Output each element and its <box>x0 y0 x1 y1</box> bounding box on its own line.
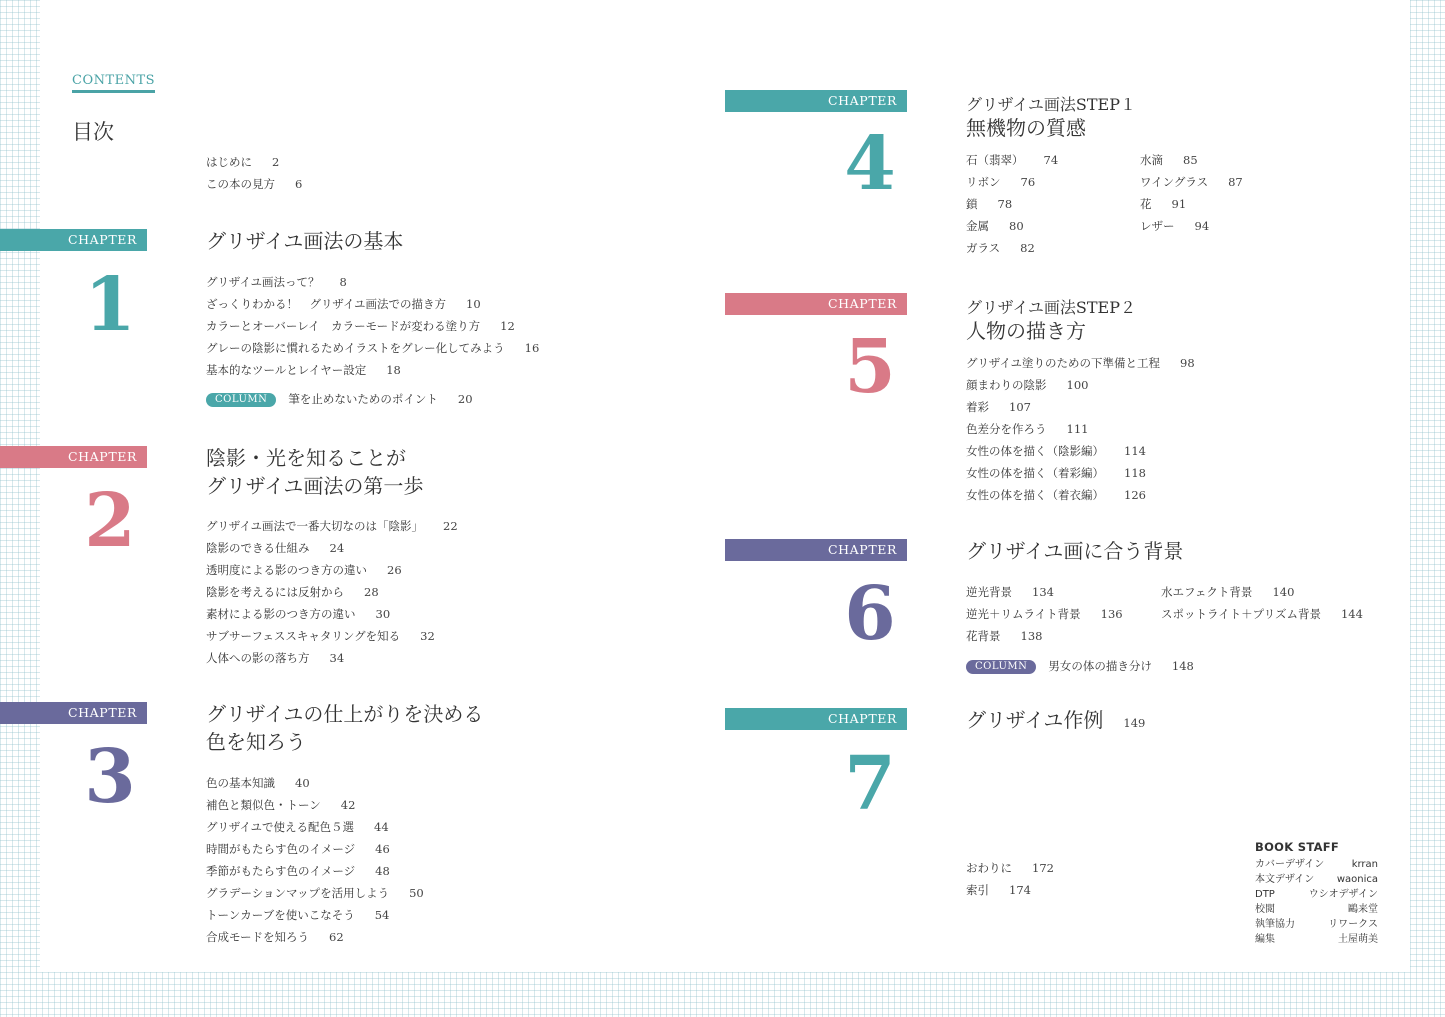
item-page: 26 <box>387 563 402 577</box>
item-page: 136 <box>1100 607 1123 621</box>
item-label: 人体への影の落ち方 <box>206 651 310 665</box>
list-item[interactable] <box>966 193 1058 215</box>
toc-title: 目次 <box>72 120 114 144</box>
list-item[interactable] <box>1140 171 1243 193</box>
chapter-2-title[interactable] <box>206 444 423 500</box>
title-line: グリザイユの仕上がりを決める <box>206 702 484 726</box>
staff-row: 校閲 鷗来堂 <box>1255 904 1378 915</box>
item-page: 30 <box>375 607 391 621</box>
chapter-1-column <box>206 388 473 410</box>
item-label: 花背景 <box>966 629 1001 643</box>
list-item[interactable] <box>206 515 458 537</box>
item-label: 時間がもたらす色のイメージ <box>206 842 356 856</box>
list-item[interactable] <box>966 396 1195 418</box>
item-page: 98 <box>1180 356 1195 370</box>
item-label: 索引 <box>966 883 989 897</box>
list-item[interactable] <box>206 838 424 860</box>
item-page: 74 <box>1043 153 1059 167</box>
item-label: グリザイユ塗りのための下準備と工程 <box>966 356 1161 370</box>
chapter-7-title[interactable] <box>966 706 1145 737</box>
item-page: 111 <box>1066 422 1089 436</box>
item-label: ガラス <box>966 241 1001 255</box>
item-label: ざっくりわかる！ グリザイユ画法での描き方 <box>206 297 447 311</box>
item-page: 134 <box>1032 585 1054 599</box>
item-page: 149 <box>1123 716 1146 730</box>
list-item[interactable] <box>1140 215 1243 237</box>
staff-row: 執筆協力 リワークス <box>1255 919 1378 930</box>
item-label: グレーの陰影に慣れるためイラストをグレー化してみよう <box>206 341 505 355</box>
list-item[interactable] <box>206 337 539 359</box>
list-item[interactable] <box>966 857 1054 879</box>
item-page: 18 <box>386 363 401 377</box>
list-item[interactable] <box>966 171 1058 193</box>
item-page: 62 <box>329 930 344 944</box>
item-label: 陰影のできる仕組み <box>206 541 310 555</box>
list-item[interactable] <box>206 772 424 794</box>
chapter-6-title[interactable]: グリザイユ画に合う背景 <box>966 539 1184 563</box>
chapter-1-title[interactable]: グリザイユ画法の基本 <box>206 229 404 253</box>
item-label: 季節がもたらす色のイメージ <box>206 864 356 878</box>
list-item[interactable] <box>1140 149 1243 171</box>
item-label: この本の見方 <box>206 177 275 191</box>
list-item[interactable] <box>1140 193 1243 215</box>
item-label: ワイングラス <box>1140 175 1209 189</box>
chapter-7-banner: CHAPTER <box>725 708 907 730</box>
item-label: グラデーションマップを活用しよう <box>206 886 390 900</box>
outro-list <box>966 857 1054 901</box>
item-page: 34 <box>329 651 345 665</box>
item-label: 筆を止めないためのポイント <box>288 392 438 406</box>
chapter-1-list <box>206 271 539 381</box>
item-page: 107 <box>1009 400 1031 414</box>
item-label: 鎖 <box>966 197 978 211</box>
item-label: 石（翡翠） <box>966 153 1024 167</box>
chapter-7-number: 7 <box>844 741 896 827</box>
list-item[interactable] <box>966 879 1054 901</box>
item-page: 50 <box>409 886 424 900</box>
list-item[interactable] <box>966 581 1123 603</box>
item-label: 陰影を考えるには反射から <box>206 585 344 599</box>
item-page: 138 <box>1020 629 1043 643</box>
item-page: 10 <box>466 297 481 311</box>
chapter-6-banner: CHAPTER <box>725 539 907 561</box>
chapter-5-list <box>966 352 1195 506</box>
list-item[interactable] <box>206 860 424 882</box>
item-page: 114 <box>1124 444 1146 458</box>
item-label: 色差分を作ろう <box>966 422 1047 436</box>
list-item[interactable] <box>206 794 424 816</box>
item-label: はじめに <box>206 155 252 169</box>
item-page: 48 <box>375 864 390 878</box>
chapter-3-title[interactable] <box>206 700 483 756</box>
chapter-2-banner: CHAPTER <box>0 446 147 468</box>
item-label: グリザイユ画法で一番大切なのは「陰影」 <box>206 519 424 533</box>
chapter-2-number: 2 <box>84 478 136 564</box>
chapter-4-subtitle: グリザイユ画法STEP１ <box>966 95 1136 114</box>
list-item[interactable] <box>1161 581 1363 603</box>
list-item[interactable] <box>966 625 1123 647</box>
column-item[interactable] <box>206 388 473 410</box>
contents-label: CONTENTS <box>72 73 155 93</box>
chapter-6-column <box>966 655 1194 677</box>
list-item[interactable] <box>206 271 539 293</box>
list-item[interactable] <box>206 816 424 838</box>
chapter-4-list-right <box>1140 149 1243 237</box>
chapter-4-number: 4 <box>844 121 896 207</box>
item-label: 透明度による影のつき方の違い <box>206 563 367 577</box>
title-line: グリザイユ画法の第一歩 <box>206 474 424 498</box>
item-label: 花 <box>1140 197 1152 211</box>
item-label: 女性の体を描く（陰影編） <box>966 444 1104 458</box>
column-item[interactable] <box>966 655 1194 677</box>
item-label: グリザイユ画法って？ <box>206 275 320 289</box>
chapter-3-number: 3 <box>84 734 136 820</box>
list-item[interactable] <box>966 237 1058 259</box>
title-line: 色を知ろう <box>206 730 306 754</box>
item-label: 顔まわりの陰影 <box>966 378 1047 392</box>
item-page: 85 <box>1183 153 1198 167</box>
title-line: 陰影・光を知ることが <box>206 446 406 470</box>
list-item[interactable] <box>206 315 539 337</box>
column-badge: COLUMN <box>966 660 1036 674</box>
item-label: 素材による影のつき方の違い <box>206 607 356 621</box>
list-item[interactable] <box>966 484 1195 506</box>
chapter-5-title[interactable]: 人物の描き方 <box>966 319 1086 343</box>
list-item[interactable] <box>206 625 458 647</box>
staff-row: 編集 土屋萌美 <box>1255 934 1378 945</box>
item-page: 78 <box>997 197 1013 211</box>
item-page: 6 <box>295 177 303 191</box>
list-item[interactable] <box>966 374 1195 396</box>
item-page: 87 <box>1228 175 1243 189</box>
item-label: 合成モードを知ろう <box>206 930 310 944</box>
chapter-2-list <box>206 515 458 669</box>
list-item[interactable] <box>206 559 458 581</box>
chapter-4-banner: CHAPTER <box>725 90 907 112</box>
list-item[interactable] <box>966 418 1195 440</box>
item-page: 118 <box>1124 466 1146 480</box>
list-item[interactable] <box>206 537 458 559</box>
item-page: 94 <box>1194 219 1210 233</box>
list-item[interactable] <box>206 603 458 625</box>
item-page: 172 <box>1032 861 1054 875</box>
staff-row: 本文デザイン waonica <box>1255 874 1378 885</box>
list-item[interactable] <box>966 149 1058 171</box>
chapter-4-list-left <box>966 149 1058 259</box>
chapter-6-list-left <box>966 581 1123 647</box>
item-page: 28 <box>364 585 379 599</box>
item-page: 100 <box>1066 378 1089 392</box>
item-label: 着彩 <box>966 400 989 414</box>
item-page: 82 <box>1020 241 1035 255</box>
item-label: 女性の体を描く（着彩編） <box>966 466 1104 480</box>
item-page: 22 <box>443 519 458 533</box>
item-label: スポットライト＋プリズム背景 <box>1161 607 1321 621</box>
item-label: 逆光背景 <box>966 585 1012 599</box>
item-label: 水エフェクト背景 <box>1161 585 1253 599</box>
item-label: グリザイユで使える配色５選 <box>206 820 355 834</box>
item-label: 基本的なツールとレイヤー設定 <box>206 363 367 377</box>
chapter-3-banner: CHAPTER <box>0 702 147 724</box>
list-item[interactable] <box>966 462 1195 484</box>
item-label: トーンカーブを使いこなそう <box>206 908 355 922</box>
item-page: 126 <box>1124 488 1146 502</box>
staff-row: カバーデザイン krran <box>1255 859 1378 870</box>
item-label: おわりに <box>966 861 1012 875</box>
chapter-1-number: 1 <box>84 262 136 348</box>
title-text: グリザイユ作例 <box>966 708 1104 732</box>
chapter-5-subtitle: グリザイユ画法STEP２ <box>966 298 1136 317</box>
item-page: 46 <box>375 842 390 856</box>
item-page: 24 <box>329 541 345 555</box>
list-item[interactable] <box>206 293 539 315</box>
chapter-5-banner: CHAPTER <box>725 293 907 315</box>
chapter-1-banner: CHAPTER <box>0 229 147 251</box>
item-label: 金属 <box>966 219 989 233</box>
item-label: レザー <box>1140 219 1175 233</box>
list-item[interactable] <box>206 904 424 926</box>
item-page: 16 <box>524 341 540 355</box>
item-page: 148 <box>1171 659 1194 673</box>
list-item[interactable] <box>206 359 539 381</box>
item-label: 女性の体を描く（着衣編） <box>966 488 1104 502</box>
item-label: サブサーフェススキャタリングを知る <box>206 629 401 643</box>
item-page: 12 <box>500 319 515 333</box>
list-item[interactable] <box>206 647 458 669</box>
item-page: 91 <box>1171 197 1187 211</box>
item-label: リボン <box>966 175 1001 189</box>
list-item[interactable] <box>206 173 302 195</box>
item-page: 40 <box>295 776 310 790</box>
item-page: 42 <box>340 798 356 812</box>
chapter-3-list <box>206 772 424 948</box>
item-label: 水滴 <box>1140 153 1163 167</box>
item-label: 補色と類似色・トーン <box>206 798 321 812</box>
staff-row: DTP ウシオデザイン <box>1255 889 1378 900</box>
intro-list <box>206 151 302 195</box>
book-staff <box>1255 840 1378 947</box>
chapter-5-number: 5 <box>844 324 896 410</box>
list-item[interactable] <box>966 215 1058 237</box>
item-page: 140 <box>1272 585 1295 599</box>
item-page: 2 <box>272 155 280 169</box>
item-label: 男女の体の描き分け <box>1048 659 1152 673</box>
item-page: 8 <box>339 275 347 289</box>
list-item[interactable] <box>206 926 424 948</box>
list-item[interactable] <box>966 352 1195 374</box>
item-page: 32 <box>420 629 435 643</box>
item-label: カラーとオーバーレイ カラーモードが変わる塗り方 <box>206 319 481 333</box>
list-item[interactable] <box>1161 603 1363 625</box>
item-page: 20 <box>457 392 473 406</box>
chapter-4-title[interactable]: 無機物の質感 <box>966 116 1086 140</box>
item-page: 174 <box>1009 883 1031 897</box>
item-page: 76 <box>1020 175 1036 189</box>
item-page: 80 <box>1009 219 1024 233</box>
staff-heading: BOOK STAFF <box>1255 840 1340 854</box>
item-page: 44 <box>374 820 389 834</box>
column-badge: COLUMN <box>206 393 276 407</box>
list-item[interactable] <box>966 440 1195 462</box>
item-label: 逆光＋リムライト背景 <box>966 607 1081 621</box>
item-page: 54 <box>374 908 390 922</box>
chapter-6-list-right <box>1161 581 1363 625</box>
item-page: 144 <box>1340 607 1363 621</box>
list-item[interactable] <box>206 581 458 603</box>
list-item[interactable] <box>966 603 1123 625</box>
item-label: 色の基本知識 <box>206 776 275 790</box>
list-item[interactable] <box>206 882 424 904</box>
list-item[interactable] <box>206 151 302 173</box>
chapter-6-number: 6 <box>844 571 896 657</box>
